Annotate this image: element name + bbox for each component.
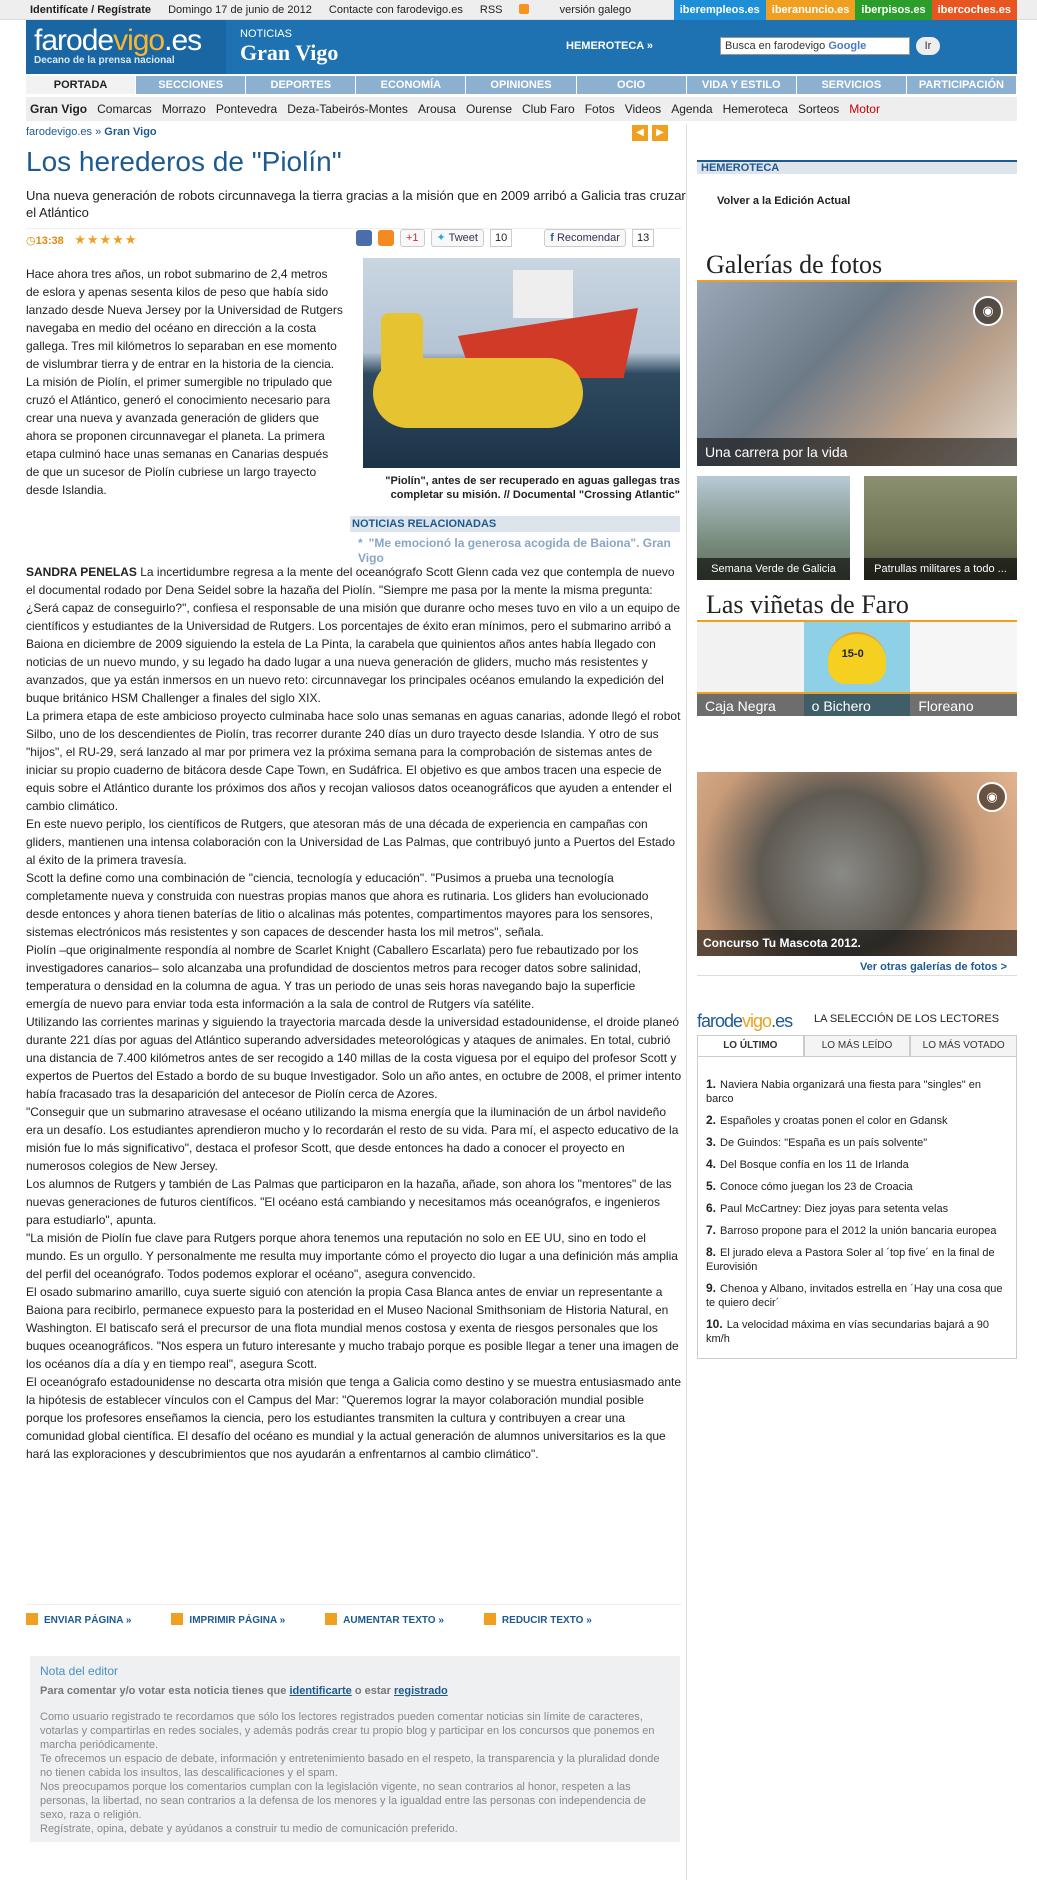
selection-item[interactable]: 9. Chenoa y Albano, invitados estrella en ´Hay una cosa que te quiero decir´ (706, 1281, 1003, 1309)
article-paragraph: En este nuevo periplo, los científicos de Rutgers, que atesoran más de una década de experiencia en campañas con gliders, mantienen una intensa colaboración con la Universidad de Las Palmas, que contribuyó junto a Puertos del Estado al éxito de la primera travesía. (26, 817, 676, 867)
rss-link[interactable]: RSS (480, 0, 543, 20)
article-paragraph: El osado submarino amarillo, cuya suerte siguió con atención la propia Casa Blanca antes de enviar un representante a Baiona para recibirlo, permanece expuesto para la posteridad en el Museo Nacional Smithsoniam de Historia Natural, en Washington. El batiscafo será el precursor de una flota mundial menos costosa y exenta de riesgos personales que los buques oceanográficos. "Nos espera un futuro interesante y mucho trabajo porque es posible llegar a tener una imagen de los océanos día a día y en tiempo real", asegura Scott. (26, 1285, 679, 1371)
selection-list (697, 1057, 1017, 1359)
subnav-item[interactable]: Videos (624, 102, 662, 116)
contact-link[interactable]: Contacte con farodevigo.es (328, 4, 463, 16)
article-paragraph: Scott la define como una combinación de "ciencia, tecnología y educación". "Pusimos a prueba una tecnología completamente nueva y construida con nuestras propias manos que ahora es rutinaria. Los gliders han evolucionado desde entonces y ahora tienen baterías de litio o alcalinas más potentes, compartimentos mayores para los sensores, sistemas electrónicos más resistentes y son capaces de descender hasta los mil metros", señala. (26, 871, 654, 939)
facebook-recommend-button[interactable]: f Recomendar (544, 229, 626, 247)
nav-tab[interactable]: SECCIONES (136, 76, 246, 94)
network-links (674, 0, 1017, 20)
selection-item[interactable]: 1. Naviera Nabia organizará una fiesta para "singles" en barco (706, 1077, 981, 1105)
nav-tab[interactable]: VIDA Y ESTILO (687, 76, 797, 94)
selection-item[interactable]: 5. Conoce cómo juegan los 23 de Croacia (706, 1179, 913, 1193)
subnav-item[interactable]: Ourense (465, 102, 512, 116)
gallery-thumb-caption: Semana Verde de Galicia (697, 558, 850, 580)
next-arrow-icon[interactable]: ▶ (652, 125, 668, 141)
nav-tab[interactable]: OCIO (577, 76, 687, 94)
article-paragraph: La primera etapa de este ambicioso proyecto culminaba hace solo unas semanas en aguas canarias, adonde llegó el robot Silbo, uno de los descendientes de Piolín, tras recorrer durante 240 días un duro trayecto desde Islandia. Y otro de sus "hijos", el RU-29, será lanzado al mar por primera vez la próxima semana para la comprobación de sistemas antes de iniciar su propio cuaderno de bitácora desde Cape Town, en Sudáfrica. El objetivo es que ambos tracen una especie de equis sobre el Atlántico durante los próximos dos años y recojan valiosos datos oceanográficos que ayuden a entender el cambio climático. (26, 709, 681, 813)
selection-tab[interactable]: LO MÁS VOTADO (910, 1035, 1017, 1056)
breadcrumb-home[interactable]: farodevigo.es (26, 126, 93, 138)
gallery-thumb[interactable] (697, 476, 850, 580)
network-link[interactable]: iberempleos.es (674, 0, 766, 20)
selection-item[interactable]: 6. Paul McCartney: Diez joyas para setenta velas (706, 1201, 949, 1215)
related-link[interactable]: * "Me emocionó la generosa acogida de Baiona". Gran Vigo (358, 536, 671, 565)
network-link[interactable]: iberanuncio.es (766, 0, 856, 20)
breadcrumb: farodevigo.es » Gran Vigo (26, 126, 157, 138)
subnav-item[interactable]: Hemeroteca (722, 102, 788, 116)
more-galleries-link[interactable]: Ver otras galerías de fotos > (697, 958, 1017, 976)
breadcrumb-section[interactable]: Gran Vigo (104, 126, 157, 138)
tweet-button[interactable]: ✦ Tweet (431, 229, 484, 247)
gallery-main-caption: Una carrera por la vida (697, 438, 1017, 466)
section-subnav (26, 97, 1017, 121)
camera-icon: ◉ (977, 782, 1007, 812)
top-utility-bar (0, 0, 1037, 20)
tool-icon (26, 1613, 38, 1625)
article-lead: Hace ahora tres años, un robot submarino de 2,4 metros de eslora y apenas sesenta kilos de peso que había sido lanzado desde Nueva Jersey por la Universidad de Rutgers navegaba en medio del océano en dirección a la costa gallega. Tres mil kilómetros lo separaban en ese momento de vislumbrar tierra y de entrar en la historia de la ciencia. La misión de Piolín, el primer sumergible no tripulado que cruzó el Atlántico, generó el conocimiento necesario para crear una nueva y avanzada generación de gliders que ahora se proponen circunnavegar el planeta. La primera etapa culminó hace unas semanas en Canarias después de que un sucesor de Piolín cubriese un largo trayecto desde Islandia. (26, 267, 343, 497)
nav-tab[interactable]: ECONOMÍA (356, 76, 466, 94)
nav-tab[interactable]: DEPORTES (246, 76, 356, 94)
article-title: Los herederos de "Piolín" (26, 146, 342, 177)
publish-time: 13:38 (35, 235, 64, 247)
editor-note-text (40, 1710, 670, 1836)
date-label: Domingo 17 de junio de 2012 (168, 4, 312, 16)
article-paragraph: "Conseguir que un submarino atravesase el océano utilizando la misma energía que la iluminación de un árbol navideño era un desafío. Los estudiantes aprendieron mucho y lo recordarán el resto de su vida. Para mí, el aspecto educativo de la misión fue lo más significativo", destaca el profesor Scott, que desde entonces ha dado a conocer el proyecto en numerosos colegios de New Jersey. (26, 1105, 679, 1173)
article-paragraph: Utilizando las corrientes marinas y siguiendo la trayectoria marcada desde la universidad estadounidense, el droide planeó durante 221 días por aguas del Atlántico superando adversidades meteorológicas y ataques de animales. En total, cubrió una distancia de 7.400 kilómetros antes de ser recogido a 140 millas de la costa viguesa por el equipo del profesor Scott y expertos de Puertos del Estado a bordo de su buque Investigador. Solo un año antes, en octubre de 2008, el primer intento había fracasado tras la desaparición del antecesor de Piolín cerca de Azores. (26, 1015, 682, 1101)
article-tool-link[interactable]: IMPRIMIR PÁGINA » (171, 1613, 285, 1630)
main-navigation (26, 76, 1017, 94)
selection-logo: farodevigo.es (697, 1011, 793, 1031)
author-name: SANDRA PENELAS (26, 565, 137, 579)
subnav-item[interactable]: Motor (849, 102, 880, 116)
comment-prompt: Para comentar y/o votar esta noticia tienes que identificarte o estar registrado (40, 1685, 448, 1697)
hemeroteca-link[interactable]: HEMEROTECA » (566, 40, 653, 52)
subnav-item[interactable]: Agenda (671, 102, 713, 116)
photo-caption: "Piolín", antes de ser recuperado en aguas gallegas tras completar su misión. // Documental "Crossing Atlantic" (385, 475, 680, 501)
nav-tab[interactable]: PORTADA (26, 76, 136, 94)
tagline: Decano de la prensa nacional (34, 55, 175, 66)
clock-icon: ◷ (26, 235, 36, 247)
article-paragraph: El oceanógrafo estadounidense no descarta otra misión que tenga a Galicia como destino y se muestra entusiasmado ante la hipótesis de establecer vínculos con el Campus del Mar: "Queremos lograr la mayor colaboración mundial posible porque los profesores enseñamos la ciencia, pero los estudiantes transmiten la cultura y contribuyen a crear una comunidad global científica. El desafío del océano es mundial y la actual generación de alumnos universitarios es la que hará las exploraciones y descubrimientos que nos ayudarán a enfrentarnos al cambio climático". (26, 1375, 682, 1461)
selection-tabs (697, 1035, 1017, 1057)
subnav-item[interactable]: Comarcas (97, 102, 152, 116)
subnav-item[interactable]: Club Faro (522, 102, 575, 116)
share-bar (356, 229, 654, 247)
hemeroteca-heading: HEMEROTECA (697, 160, 1017, 174)
article-paragraph: Los alumnos de Rutgers y también de Las Palmas que participaron en la hazaña, añade, son ahora los "mentores" de las nuevas generaciones de futuros científicos. "El océano está cambiando y necesitamos más oceanógrafos, e ingenieros para estudiarlo", apunta. (26, 1177, 672, 1227)
selection-item[interactable]: 7. Barroso propone para el 2012 la unión bancaria europea (706, 1223, 997, 1237)
selection-title: LA SELECCIÓN DE LOS LECTORES (814, 1013, 1000, 1025)
gallery-main[interactable] (697, 280, 1017, 466)
network-link[interactable]: iberpisos.es (855, 0, 931, 20)
camera-icon: ◉ (973, 296, 1003, 326)
subnav-item[interactable]: Arousa (417, 102, 456, 116)
gplus-button[interactable]: +1 (400, 229, 425, 247)
subnav-item[interactable]: Fotos (584, 102, 615, 116)
rating-stars[interactable]: ★★★★★ (74, 232, 138, 247)
article-tool-link[interactable]: REDUCIR TEXTO » (484, 1613, 592, 1630)
subnav-item[interactable]: Sorteos (797, 102, 840, 116)
twitter-bird-icon: ✦ (436, 232, 449, 244)
login-link[interactable]: Identifícate / Regístrate (30, 4, 152, 16)
search-input[interactable]: Busca en farodevigo Google (720, 37, 910, 55)
vinetas-title: Las viñetas de Faro (706, 590, 909, 619)
vineta-bichero[interactable]: 15-0 o Bichero (804, 620, 911, 716)
tool-icon (484, 1613, 496, 1625)
subnav-item[interactable]: Morrazo (161, 102, 206, 116)
vinetas-row (697, 620, 1017, 716)
share-icon[interactable] (356, 230, 372, 246)
editor-note-paragraph: Como usuario registrado te recordamos que sólo los lectores registrados pueden comentar noticias sin límite de caracteres, votarlas y compartirlas en redes sociales, y además podrás crear tu propio blog y participar en los concursos que ponemos en marcha periódicamente. (40, 1711, 655, 1751)
article-tool-link[interactable]: AUMENTAR TEXTO » (325, 1613, 444, 1630)
article-meta (26, 228, 682, 248)
selection-item[interactable]: 3. De Guindos: "España es un país solvente" (706, 1135, 928, 1149)
rss-icon (519, 4, 529, 14)
section-label: NOTICIAS Gran Vigo (240, 28, 339, 65)
subnav-item[interactable]: Deza-Tabeirós-Montes (287, 102, 408, 116)
editor-note-paragraph: Regístrate, opina, debate y ayúdanos a construir tu medio de comunicación preferido. (40, 1823, 458, 1835)
back-to-edition-link[interactable]: Volver a la Edición Actual (717, 195, 851, 207)
search-button[interactable]: Ir (916, 37, 940, 55)
article-tools (26, 1604, 682, 1630)
galego-link[interactable]: versión galego (559, 4, 632, 16)
article-tool-link[interactable]: ENVIAR PÁGINA » (26, 1613, 131, 1630)
tweet-count: 10 (490, 229, 512, 247)
tool-icon (325, 1613, 337, 1625)
selection-tab[interactable]: LO ÚLTIMO (697, 1035, 804, 1056)
subnav-item[interactable]: Pontevedra (215, 102, 278, 116)
vineta-floreano[interactable]: Floreano (910, 620, 1017, 716)
nav-tab[interactable]: PARTICIPACIÓN (907, 76, 1017, 94)
mascota-gallery[interactable] (697, 772, 1017, 956)
article-paragraph: SANDRA PENELAS La incertidumbre regresa a la mente del oceanógrafo Scott Glenn cada vez que contempla de nuevo el documental rodado por Dena Seidel sobre la hazaña del Piolín. "Siempre me pasa por la mente la misma pregunta: ¿Será capaz de conseguirlo?", confiesa el responsable de una misión que duranre ocho meses tuvo en vilo a un equipo de científicos y estudiantes de la Universidad de Rutgers. Los porcentajes de éxito eran mínimos, pero el submarino arribó a Baiona en diciembre de 2009 siguiendo la estela de La Pinta, la carabela que quinientos años antes había llegado con noticias de un nuevo mundo, y su legado ha dado lugar a una nueva generación de gliders, mucho más resistentes y avanzados, que ya están inmersos en un nuevo reto: circunnavegar los principales océanos emulando la expedición del buque británico HSM Challenger a finales del siglo XIX. (26, 565, 681, 705)
editor-note-paragraph: Te ofrecemos un espacio de debate, información y entretenimiento basado en el respeto, la transparencia y la pluralidad donde no tienen cabida los insultos, las descalificaciones y el spam. (40, 1753, 660, 1779)
nav-tab[interactable]: SERVICIOS (797, 76, 907, 94)
vineta-caja-negra[interactable]: Caja Negra (697, 620, 804, 716)
column-divider (686, 124, 687, 1880)
article-paragraph: "La misión de Piolín fue clave para Rutgers porque ahora tenemos una reputación no solo en EE UU, sino en todo el mundo. Es un orgullo. Y personalmente me resulta muy importante cómo el proyecto dio lugar a una definición más amplia del perfil del oceanógrafo. Todos podemos explorar el océano", asegura convencido. (26, 1231, 678, 1281)
selection-item[interactable]: 4. Del Bosque confía en los 11 de Irlanda (706, 1157, 909, 1171)
site-header (26, 20, 1017, 74)
subnav-item[interactable]: Gran Vigo (30, 102, 88, 116)
site-logo[interactable]: farodevigo.es Decano de la prensa nacional (26, 20, 226, 74)
selection-item[interactable]: 10. La velocidad máxima en vías secundarias bajará a 90 km/h (706, 1317, 990, 1345)
editor-note-heading: Nota del editor (40, 1664, 119, 1678)
article-subtitle: Una nueva generación de robots circunnavega la tierra gracias a la misión que en 2009 arribó a Galicia tras cruzar el Atlántico (26, 188, 686, 220)
selection-item[interactable]: 2. Españoles y croatas ponen el color en Gdansk (706, 1113, 948, 1127)
login-link-note[interactable]: identificarte (289, 1685, 352, 1697)
mascota-caption: Concurso Tu Mascota 2012. (697, 930, 1017, 956)
prev-arrow-icon[interactable]: ◀ (632, 125, 648, 141)
selection-tab[interactable]: LO MÁS LEÍDO (804, 1035, 911, 1056)
recommend-count: 13 (632, 229, 654, 247)
article-body (26, 563, 682, 1463)
editor-note-paragraph: Nos preocupamos porque los comentarios cumplan con la legislación vigente, no sean contrarios al honor, respeten a las personas, la libertad, no sean contrarios a la defensa de los menores y la igualdad entre las personas con independencia de sexo, raza o religión. (40, 1781, 647, 1821)
editor-note (30, 1656, 680, 1842)
network-link[interactable]: ibercoches.es (932, 0, 1017, 20)
galerias-title: Galerías de fotos (706, 250, 883, 279)
nav-tab[interactable]: OPINIONES (466, 76, 576, 94)
angry-bird-illustration: 15-0 (828, 632, 886, 684)
meneame-icon[interactable] (378, 230, 394, 246)
register-link[interactable]: registrado (393, 1685, 448, 1697)
article-photo[interactable] (363, 258, 680, 468)
related-heading: NOTICIAS RELACIONADAS (350, 516, 680, 532)
gallery-thumb-caption: Patrullas militares a todo ... (864, 558, 1017, 580)
gallery-thumb[interactable] (864, 476, 1017, 580)
selection-item[interactable]: 8. El jurado eleva a Pastora Soler al ´top five´ en la final de Eurovisión (706, 1245, 995, 1273)
tool-icon (171, 1613, 183, 1625)
article-pager (632, 125, 668, 141)
article-paragraph: Piolín –que originalmente respondía al nombre de Scarlet Knight (Caballero Escarlata) pero fue rebautizado por los investigadores canarios– solo alcanzaba una profundidad de doscientos metros para recoger datos sobre salinidad, temperatura o densidad en la columna de agua. Y tras un periodo de unas seis horas navegando bajo la superficie emergía de nuevo para enviar toda esta información a la sala de control de Rutgers vía satélite. (26, 943, 642, 1011)
facebook-icon: f (550, 232, 557, 244)
